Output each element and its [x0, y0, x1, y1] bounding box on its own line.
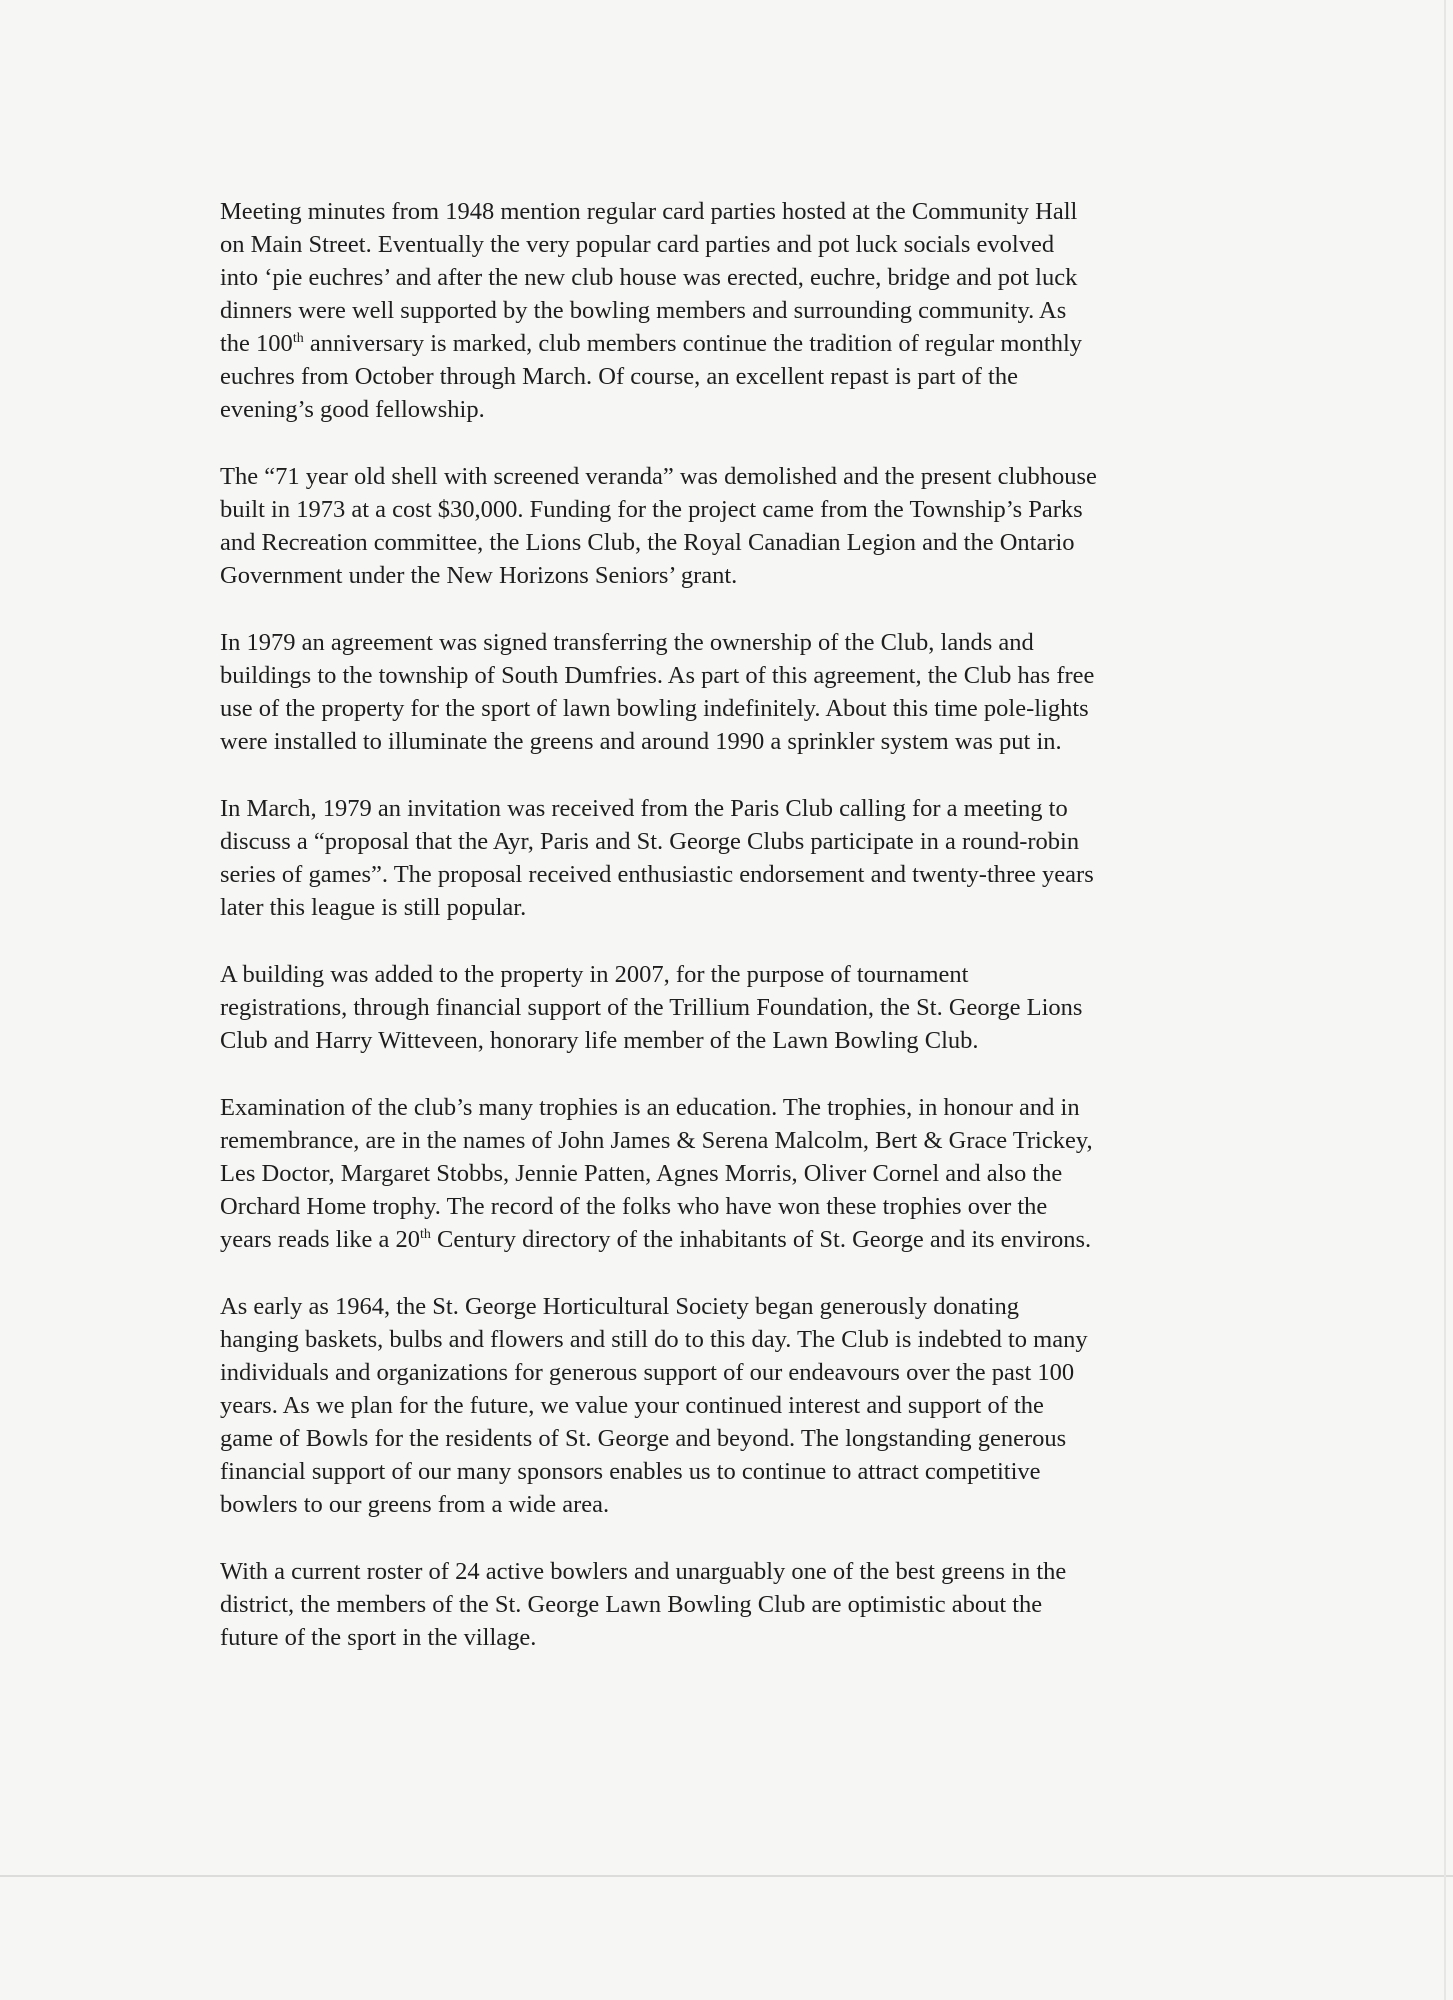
- ordinal-suffix: th: [292, 330, 304, 346]
- text-line: into ‘pie euchres’ and after the new club house was erected, euchre, bridge and pot luck: [220, 264, 1078, 291]
- scan-edge-bottom: [0, 1875, 1453, 1877]
- text-line: Meeting minutes from 1948 mention regular card parties hosted at the Community Hall: [220, 198, 1078, 225]
- text-line: use of the property for the sport of lawn bowling indefinitely. About this time pole-lights: [220, 695, 1089, 722]
- text-line: euchres from October through March. Of course, an excellent repast is part of the: [220, 363, 1018, 390]
- text-line: As early as 1964, the St. George Horticultural Society began generously donating: [220, 1293, 1020, 1320]
- text-line: later this league is still popular.: [220, 894, 527, 921]
- paragraph-agreement: [220, 626, 1260, 758]
- paragraph-horticultural: [220, 1290, 1260, 1521]
- document-body: [220, 195, 1260, 1688]
- text-line: bowlers to our greens from a wide area.: [220, 1491, 610, 1518]
- text-line: discuss a “proposal that the Ayr, Paris and St. George Clubs participate in a round-robin: [220, 828, 1080, 855]
- paragraph-card-parties: [220, 195, 1260, 426]
- paragraph-round-robin: [220, 792, 1260, 924]
- text-line-superscript: years reads like a 20th Century directory of the inhabitants of St. George and its environs.: [220, 1226, 1092, 1253]
- text-line: registrations, through financial support of the Trillium Foundation, the St. George Lions: [220, 994, 1083, 1021]
- text-line: years. As we plan for the future, we value your continued interest and support of the: [220, 1392, 1044, 1419]
- text-line: were installed to illuminate the greens and around 1990 a sprinkler system was put in.: [220, 728, 1062, 755]
- text-line: hanging baskets, bulbs and flowers and still do to this day. The Club is indebted to many: [220, 1326, 1088, 1353]
- text-line: Examination of the club’s many trophies is an education. The trophies, in honour and in: [220, 1094, 1080, 1121]
- text-line: game of Bowls for the residents of St. George and beyond. The longstanding generous: [220, 1425, 1067, 1452]
- scan-edge-right: [1444, 0, 1446, 2000]
- text-line-superscript: the 100th anniversary is marked, club members continue the tradition of regular monthly: [220, 330, 1083, 357]
- text-line: Club and Harry Witteveen, honorary life member of the Lawn Bowling Club.: [220, 1027, 979, 1054]
- paragraph-roster: [220, 1555, 1260, 1654]
- paragraph-trophies: [220, 1091, 1260, 1256]
- text-line: dinners were well supported by the bowling members and surrounding community. As: [220, 297, 1067, 324]
- text-line: Government under the New Horizons Seniors’ grant.: [220, 562, 738, 589]
- text-line: future of the sport in the village.: [220, 1624, 537, 1651]
- text-line: Orchard Home trophy. The record of the folks who have won these trophies over the: [220, 1193, 1048, 1220]
- paragraph-clubhouse: [220, 460, 1260, 592]
- text-line: built in 1973 at a cost $30,000. Funding for the project came from the Township’s Parks: [220, 496, 1083, 523]
- text-line: series of games”. The proposal received enthusiastic endorsement and twenty-three years: [220, 861, 1094, 888]
- text-line: Les Doctor, Margaret Stobbs, Jennie Patten, Agnes Morris, Oliver Cornel and also the: [220, 1160, 1063, 1187]
- text-line: individuals and organizations for generous support of our endeavours over the past 100: [220, 1359, 1075, 1386]
- text-line: on Main Street. Eventually the very popular card parties and pot luck socials evolved: [220, 231, 1055, 258]
- text-line: With a current roster of 24 active bowlers and unarguably one of the best greens in the: [220, 1558, 1067, 1585]
- text-line: In March, 1979 an invitation was received from the Paris Club calling for a meeting to: [220, 795, 1068, 822]
- text-line: district, the members of the St. George Lawn Bowling Club are optimistic about the: [220, 1591, 1043, 1618]
- text-line: In 1979 an agreement was signed transferring the ownership of the Club, lands and: [220, 629, 1034, 656]
- text-line: and Recreation committee, the Lions Club, the Royal Canadian Legion and the Ontario: [220, 529, 1075, 556]
- text-line: buildings to the township of South Dumfries. As part of this agreement, the Club has free: [220, 662, 1095, 689]
- text-line: remembrance, are in the names of John James & Serena Malcolm, Bert & Grace Trickey,: [220, 1127, 1093, 1154]
- text-line: evening’s good fellowship.: [220, 396, 485, 423]
- text-line: The “71 year old shell with screened veranda” was demolished and the present clubhouse: [220, 463, 1097, 490]
- text-line: financial support of our many sponsors enables us to continue to attract competitive: [220, 1458, 1041, 1485]
- text-line: A building was added to the property in 2007, for the purpose of tournament: [220, 961, 969, 988]
- ordinal-suffix: th: [420, 1226, 431, 1242]
- paragraph-building: [220, 958, 1260, 1057]
